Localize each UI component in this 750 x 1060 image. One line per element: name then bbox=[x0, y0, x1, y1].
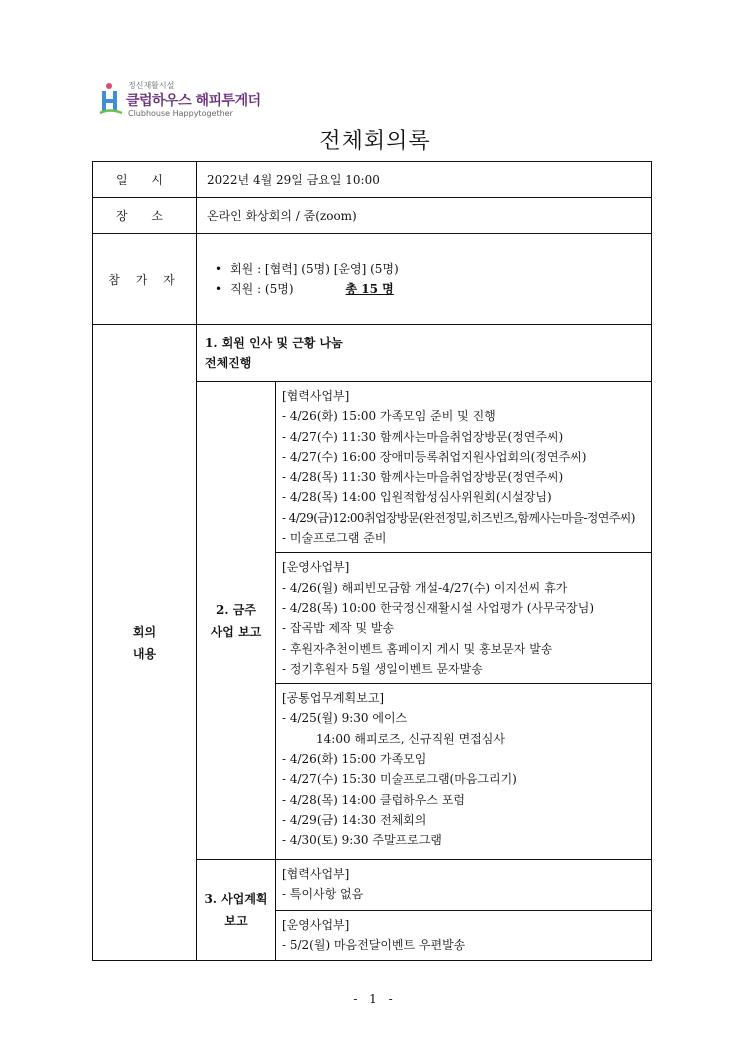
meeting-label-line2: 내용 bbox=[132, 646, 157, 661]
section1-cell bbox=[197, 325, 652, 382]
list-item: - 정기후원자 5월 생일이벤트 문자발송 bbox=[282, 661, 483, 676]
list-item: - 4/26(월) 해피빈모금함 개설-4/27(수) 이지선씨 휴가 bbox=[282, 580, 568, 595]
section2-operation-block bbox=[276, 553, 652, 684]
section2-common-header: [공통업무계획보고] bbox=[282, 691, 385, 706]
meeting-label-line1: 회의 bbox=[132, 624, 157, 639]
list-item: - 4/27(수) 16:00 장애미등록취업지원사업회의(정연주씨) bbox=[282, 449, 587, 464]
section2-cooperation-block bbox=[276, 382, 652, 553]
list-item: - 후원자추천이벤트 홈페이지 게시 및 홍보문자 발송 bbox=[282, 641, 553, 656]
list-item: - 4/28(목) 11:30 함께사는마을취업장방문(정연주씨) bbox=[282, 470, 564, 485]
section1-title: 1. 회원 인사 및 근황 나눔 bbox=[205, 336, 343, 350]
page-title: 전체회의록 bbox=[319, 129, 431, 154]
logo bbox=[98, 78, 261, 120]
list-item: - 4/26(화) 15:00 가족모임 bbox=[282, 752, 427, 767]
section1-sub: 전체진행 bbox=[205, 356, 252, 370]
list-item: - 4/28(목) 10:00 한국정신재활시설 사업평가 (사무국장님) bbox=[282, 600, 595, 615]
list-item: - 특이사항 없음 bbox=[282, 887, 364, 902]
section2-cooperation-header: [협력사업부] bbox=[282, 389, 350, 403]
section2-operation-header: [운영사업부] bbox=[282, 560, 350, 575]
list-item: - 4/25(월) 9:30 에이스 bbox=[282, 711, 408, 726]
section3-operation-header: [운영사업부] bbox=[282, 918, 350, 933]
attendees-staff-text: 직원 : (5명) bbox=[230, 282, 294, 296]
place-value: 온라인 화상회의 / 줌(zoom) bbox=[197, 198, 652, 234]
list-item: - 4/30(토) 9:30 주말프로그램 bbox=[282, 833, 442, 848]
logo-subtitle: 정신재활시설 bbox=[128, 81, 175, 90]
section3-label bbox=[197, 860, 276, 961]
attendees-label: 참 가 자 bbox=[93, 234, 197, 325]
logo-name: 클럽하우스 해피투게더 bbox=[126, 93, 261, 109]
datetime-label: 일 시 bbox=[93, 162, 197, 198]
section1-row bbox=[93, 325, 652, 382]
logo-english: Clubhouse Happytogether bbox=[128, 109, 233, 118]
section3-operation-block bbox=[276, 911, 652, 961]
list-item: - 잡곡밥 제작 및 발송 bbox=[282, 621, 395, 636]
list-item: - 4/26(화) 15:00 가족모임 준비 및 진행 bbox=[282, 409, 496, 424]
section2-label-line1: 2. 금주 bbox=[216, 602, 256, 617]
section2-label bbox=[197, 382, 276, 860]
section3-cooperation-header: [협력사업부] bbox=[282, 867, 350, 882]
section3-cooperation-block bbox=[276, 860, 652, 911]
minutes-table bbox=[92, 161, 652, 961]
section2-common-block bbox=[276, 684, 652, 860]
section3-label-line1: 3. 사업계획 bbox=[204, 892, 268, 907]
list-item: - 4/28(목) 14:00 클럽하우스 포럼 bbox=[282, 792, 465, 807]
attendees-value bbox=[197, 234, 652, 325]
attendees-staff bbox=[215, 279, 651, 299]
attendees-total: 총 15 명 bbox=[345, 282, 394, 296]
list-item-continuation: 14:00 해피로즈, 신규직원 면접심사 bbox=[316, 731, 505, 746]
section3-label-line2: 보고 bbox=[224, 914, 248, 929]
attendees-members: • 회원 : [협력] (5명) [운영] (5명) bbox=[215, 259, 651, 279]
list-item: - 4/27(수) 11:30 함께사는마을취업장방문(정연주씨) bbox=[282, 429, 564, 444]
page-number: - 1 - bbox=[353, 992, 397, 1006]
section2-label-line2: 사업 보고 bbox=[210, 624, 262, 639]
datetime-value: 2022년 4월 29일 금요일 10:00 bbox=[197, 162, 652, 198]
clubhouse-h-logo-icon bbox=[98, 82, 124, 116]
place-label: 장 소 bbox=[93, 198, 197, 234]
meeting-content-label bbox=[93, 325, 197, 961]
attendees-row bbox=[93, 234, 652, 325]
list-item: - 5/2(월) 마음전달이벤트 우편발송 bbox=[282, 938, 466, 953]
list-item: - 4/29(금) 14:30 전체회의 bbox=[282, 812, 427, 827]
list-item: - 4/29(금)12:00취업장방문(완전정밀,히즈빈즈,함께사는마을-정연주씨) bbox=[282, 510, 635, 525]
list-item: - 4/27(수) 15:30 미술프로그램(마음그리기) bbox=[282, 772, 517, 787]
list-item: - 4/28(목) 14:00 입원적합성심사위원회(시설장님) bbox=[282, 490, 552, 505]
place-row bbox=[93, 198, 652, 234]
datetime-row bbox=[93, 162, 652, 198]
list-item: - 미술프로그램 준비 bbox=[282, 531, 387, 546]
